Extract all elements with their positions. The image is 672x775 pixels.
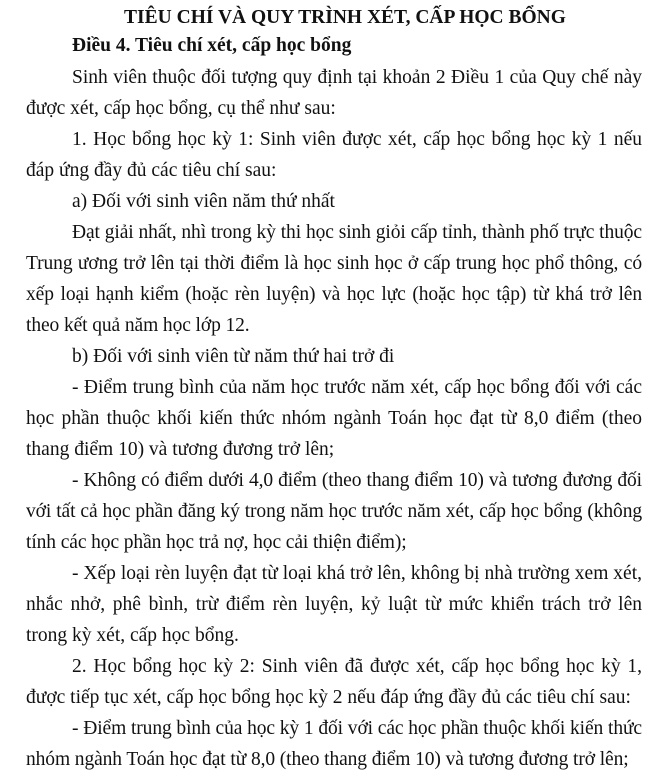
document-title: TIÊU CHÍ VÀ QUY TRÌNH XÉT, CẤP HỌC BỔNG — [124, 7, 566, 28]
article-heading: Điều 4. Tiêu chí xét, cấp học bổng — [72, 35, 352, 56]
paragraph-intro: Sinh viên thuộc đối tượng quy định tại khoản 2 Điều 1 của Quy chế này được xét, cấp học bổng, cụ thể như sau: — [26, 67, 642, 119]
paragraph-first-year: a) Đối với sinh viên năm thứ nhất — [72, 191, 335, 212]
paragraph-semester-2: 2. Học bổng học kỳ 2: Sinh viên đã được xét, cấp học bổng học kỳ 1, được tiếp tục xét, cấp học bổng học kỳ 2 nếu đáp ứng đầy đủ các tiêu chí sau: — [26, 656, 642, 708]
paragraph-second-year: b) Đối với sinh viên từ năm thứ hai trở đi — [72, 346, 395, 367]
paragraph-first-year-criteria: Đạt giải nhất, nhì trong kỳ thi học sinh giỏi cấp tỉnh, thành phố trực thuộc Trung ương trở lên tại thời điểm là học sinh học ở cấp trung học phổ thông, có xếp loại hạnh kiểm (hoặc rèn luyện) và học lực (hoặc học tập) từ khá trở lên theo kết quả năm học lớp 12. — [26, 222, 642, 336]
paragraph-criterion-no-fail: - Không có điểm dưới 4,0 điểm (theo thang điểm 10) và tương đương đối với tất cả học phần đăng ký trong năm học trước năm xét, cấp học bổng (không tính các học phần học trả nợ, học cải thiện điểm); — [26, 470, 642, 553]
paragraph-semester-2-gpa: - Điểm trung bình của học kỳ 1 đối với các học phần thuộc khối kiến thức nhóm ngành Toán học đạt từ 8,0 (theo thang điểm 10) và tương đương trở lên; — [26, 718, 642, 770]
paragraph-criterion-gpa: - Điểm trung bình của năm học trước năm xét, cấp học bổng đối với các học phần thuộc khối kiến thức nhóm ngành Toán học đạt từ 8,0 điểm (theo thang điểm 10) và tương đương trở lên; — [26, 377, 642, 460]
paragraph-criterion-conduct: - Xếp loại rèn luyện đạt từ loại khá trở lên, không bị nhà trường xem xét, nhắc nhở, phê bình, trừ điểm rèn luyện, kỷ luật từ mức khiển trách trở lên trong kỳ xét, cấp học bổng. — [26, 563, 642, 646]
paragraph-semester-1: 1. Học bổng học kỳ 1: Sinh viên được xét, cấp học bổng học kỳ 1 nếu đáp ứng đầy đủ các tiêu chí sau: — [26, 129, 642, 181]
